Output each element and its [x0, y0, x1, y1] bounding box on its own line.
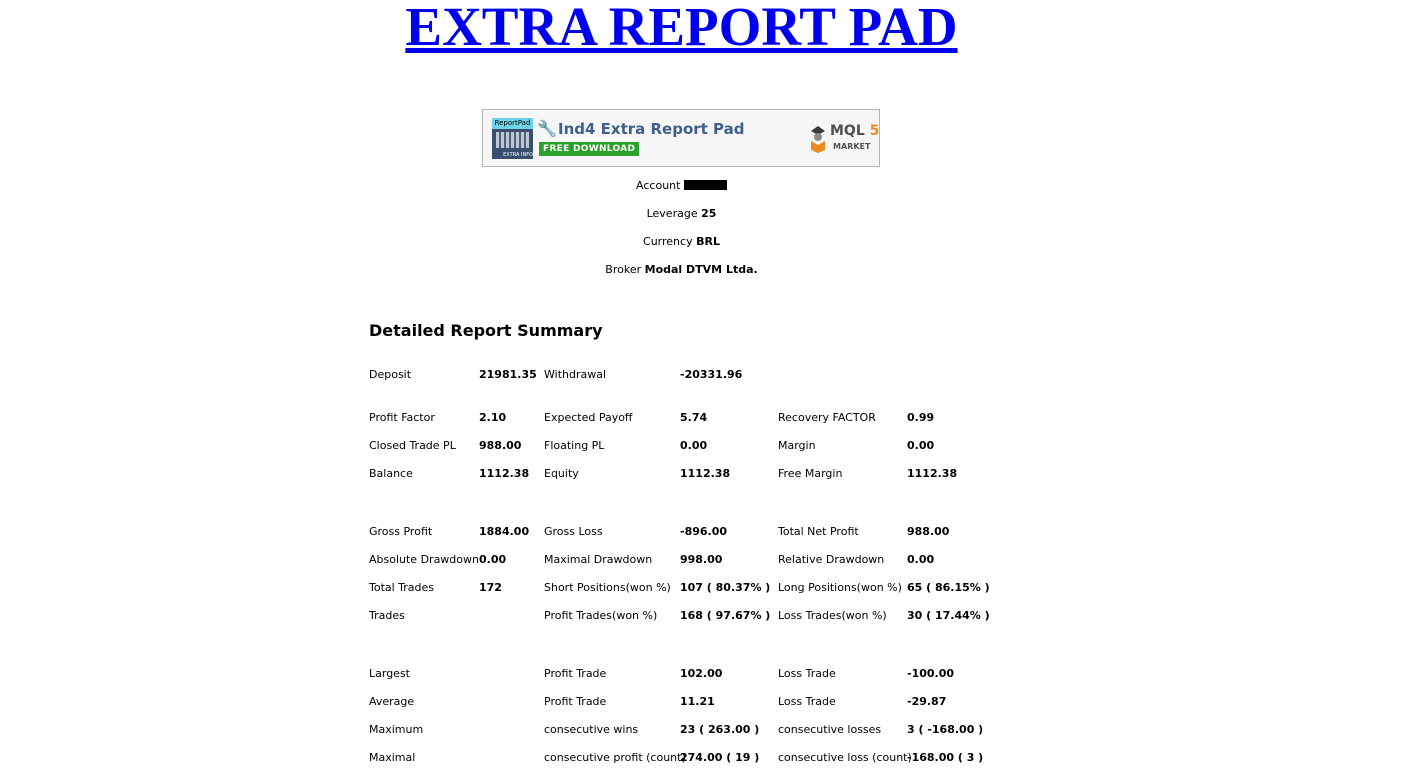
- mql-text: MQL: [830, 123, 865, 139]
- leverage-line: [0, 207, 1363, 221]
- summary-value: 2.10: [479, 411, 507, 424]
- summary-label: Equity: [544, 467, 579, 480]
- summary-value: 3 ( -168.00 ): [907, 723, 984, 736]
- summary-label: consecutive losses: [778, 723, 882, 736]
- summary-value: 998.00: [680, 553, 723, 566]
- summary-value: 274.00 ( 19 ): [680, 751, 760, 764]
- summary-value: 21981.35: [479, 368, 537, 381]
- summary-label: consecutive loss (count): [778, 751, 912, 764]
- summary-label: Profit Factor: [369, 411, 435, 424]
- summary-label: Maximum: [369, 723, 424, 736]
- summary-label: Free Margin: [778, 467, 843, 480]
- summary-label: Balance: [369, 467, 413, 480]
- summary-value: -20331.96: [680, 368, 743, 381]
- summary-label: Recovery FACTOR: [778, 411, 876, 424]
- free-download-badge[interactable]: FREE DOWNLOAD: [539, 142, 639, 156]
- summary-label: Maximal: [369, 751, 416, 764]
- summary-label: Total Trades: [369, 581, 435, 594]
- summary-label: Expected Payoff: [544, 411, 633, 424]
- summary-value: 0.00: [479, 553, 507, 566]
- summary-value: 1884.00: [479, 525, 530, 538]
- mql5-logo-text: [830, 124, 879, 139]
- account-line: [0, 179, 1363, 193]
- page-title-link[interactable]: EXTRA REPORT PAD: [405, 0, 958, 57]
- summary-value: 1112.38: [680, 467, 731, 480]
- summary-label: Gross Loss: [544, 525, 603, 538]
- summary-label: Gross Profit: [369, 525, 433, 538]
- summary-value: 0.99: [907, 411, 935, 424]
- summary-value: -896.00: [680, 525, 728, 538]
- summary-label: Loss Trade: [778, 667, 836, 680]
- summary-value: -100.00: [907, 667, 955, 680]
- broker-value: Modal DTVM Ltda.: [644, 263, 758, 276]
- market-label: MARKET: [833, 142, 871, 151]
- summary-value: 0.00: [680, 439, 708, 452]
- summary-value: 11.21: [680, 695, 715, 708]
- summary-value: 23 ( 263.00 ): [680, 723, 760, 736]
- broker-line: [0, 263, 1363, 277]
- broker-label: Broker: [605, 263, 642, 276]
- summary-label: Short Positions(won %): [544, 581, 671, 594]
- summary-label: consecutive profit (count): [544, 751, 686, 764]
- summary-value: 172: [479, 581, 502, 594]
- summary-label: Maximal Drawdown: [544, 553, 653, 566]
- summary-label: Deposit: [369, 368, 412, 381]
- currency-line: [0, 235, 1363, 249]
- summary-label: Relative Drawdown: [778, 553, 885, 566]
- account-label: Account: [636, 179, 681, 192]
- summary-value: -29.87: [907, 695, 947, 708]
- summary-value: 988.00: [907, 525, 950, 538]
- summary-value: 0.00: [907, 439, 935, 452]
- summary-value: 0.00: [907, 553, 935, 566]
- thumbnail-tag: ReportPad: [492, 118, 533, 129]
- wrench-icon: 🔧: [537, 119, 557, 138]
- summary-label: Trades: [369, 609, 405, 622]
- summary-value: 1112.38: [479, 467, 530, 480]
- summary-value: 5.74: [680, 411, 708, 424]
- account-number-redacted: [684, 180, 727, 190]
- leverage-label: Leverage: [646, 207, 698, 220]
- summary-label: Long Positions(won %): [778, 581, 902, 594]
- banner-product-name: Ind4 Extra Report Pad: [558, 120, 745, 138]
- summary-label: Total Net Profit: [778, 525, 859, 538]
- summary-label: Profit Trades(won %): [544, 609, 658, 622]
- summary-value: 102.00: [680, 667, 723, 680]
- summary-label: Margin: [778, 439, 816, 452]
- thumbnail-footer: EXTRA INFO: [503, 152, 533, 158]
- thumbnail-grid: [496, 132, 529, 148]
- mql5-market-logo: [809, 123, 827, 153]
- leverage-value: 25: [701, 207, 717, 220]
- summary-label: Floating PL: [544, 439, 605, 452]
- summary-label: Profit Trade: [544, 667, 607, 680]
- summary-value: 988.00: [479, 439, 522, 452]
- summary-value: 107 ( 80.37% ): [680, 581, 771, 594]
- summary-label: consecutive wins: [544, 723, 639, 736]
- summary-label: Loss Trades(won %): [778, 609, 887, 622]
- indicator-download-banner[interactable]: [482, 109, 880, 167]
- summary-value: 168 ( 97.67% ): [680, 609, 771, 622]
- summary-value: -168.00 ( 3 ): [907, 751, 984, 764]
- summary-label: Average: [369, 695, 415, 708]
- summary-title: Detailed Report Summary: [369, 321, 603, 340]
- summary-value: 30 ( 17.44% ): [907, 609, 990, 622]
- summary-label: Withdrawal: [544, 368, 607, 381]
- summary-value: 1112.38: [907, 467, 958, 480]
- report-pad-thumbnail: [492, 118, 533, 159]
- summary-label: Profit Trade: [544, 695, 607, 708]
- summary-value: 65 ( 86.15% ): [907, 581, 990, 594]
- currency-label: Currency: [643, 235, 693, 248]
- summary-label: Absolute Drawdown: [369, 553, 479, 566]
- currency-value: BRL: [696, 235, 720, 248]
- summary-label: Largest: [369, 667, 410, 680]
- summary-label: Closed Trade PL: [369, 439, 456, 452]
- mql-number: 5: [869, 123, 880, 139]
- summary-label: Loss Trade: [778, 695, 836, 708]
